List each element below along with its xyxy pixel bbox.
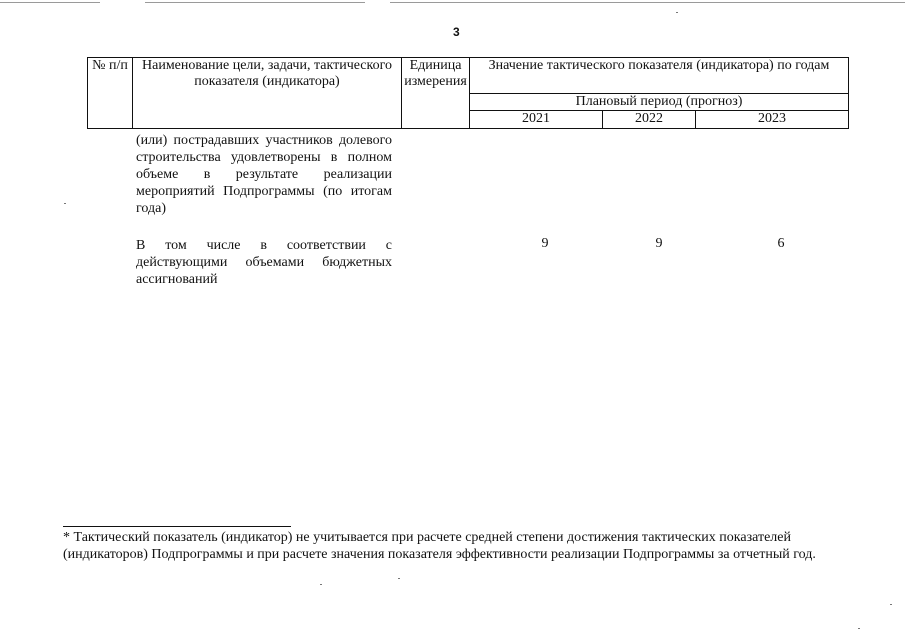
- header-year-2021: 2021: [470, 111, 603, 129]
- scan-speck: [64, 203, 66, 204]
- header-number: № п/п: [88, 58, 133, 129]
- row-value-2023: 6: [777, 236, 785, 251]
- indicator-table-header: [87, 57, 849, 129]
- scan-speck: [398, 578, 400, 579]
- row-indicator-name-budget: В том числе в соответствии с действующими объемами бюджетных ассигнований: [136, 238, 392, 287]
- header-planned-period: Плановый период (прогноз): [470, 94, 849, 111]
- scan-edge-line: [145, 2, 365, 3]
- scan-speck: [858, 628, 860, 629]
- scan-speck: [320, 584, 322, 585]
- scan-edge-line: [390, 2, 905, 3]
- page-number: 3: [453, 25, 460, 39]
- footnote-text: * Тактический показатель (индикатор) не учитывается при расчете средней степени достижения тактических показателей (индикаторов) Подпрограммы и при расчете значения показателя эффективности реализации Подпрограммы за отчетный год.: [63, 530, 816, 562]
- scan-speck: [676, 12, 678, 13]
- header-unit: Единица измерения: [402, 58, 470, 129]
- header-value-title: Значение тактического показателя (индикатора) по годам: [470, 58, 849, 94]
- row-indicator-name-continuation: (или) пострадавших участников долевого строительства удовлетворены в полном объеме в результате реализации мероприятий Подпрограммы (по итогам года): [136, 133, 392, 216]
- row-value-2022: 9: [655, 236, 663, 251]
- row-value-2021: 9: [541, 236, 549, 251]
- footnote-separator: [63, 526, 291, 527]
- scan-edge-line: [0, 2, 100, 3]
- header-year-2023: 2023: [696, 111, 849, 129]
- header-name: Наименование цели, задачи, тактического показателя (индикатора): [133, 58, 402, 129]
- scan-speck: [890, 604, 892, 605]
- header-year-2022: 2022: [603, 111, 696, 129]
